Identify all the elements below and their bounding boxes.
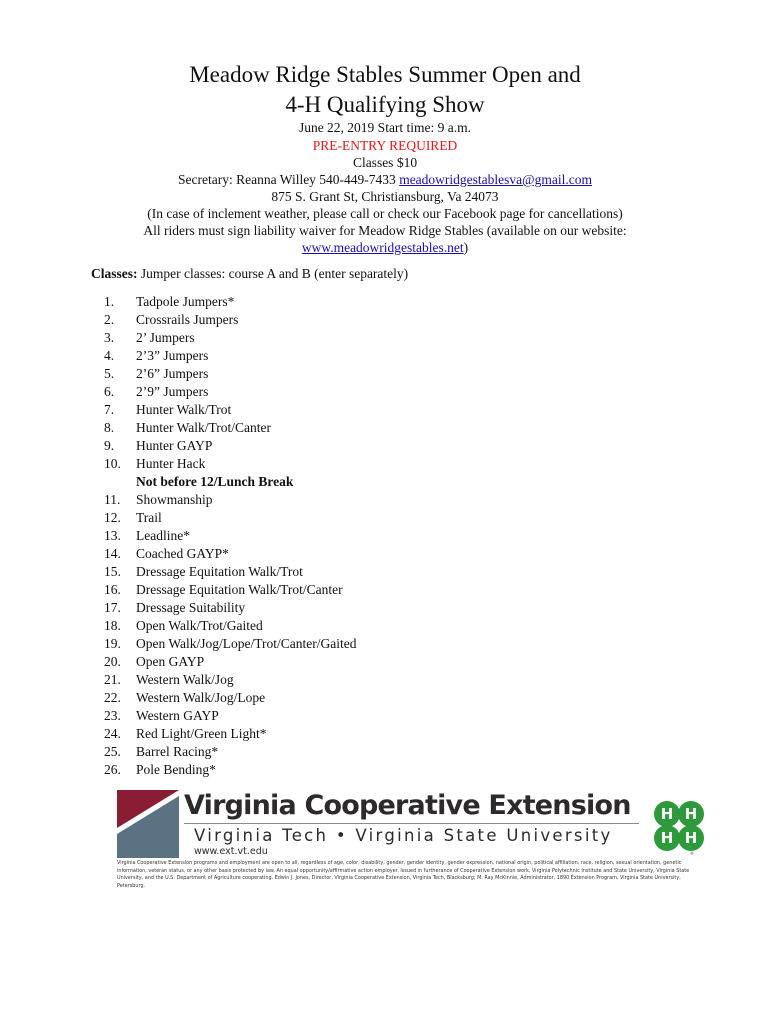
list-item-name: 2’6” Jumpers xyxy=(136,366,209,381)
list-item-name: Tadpole Jumpers* xyxy=(136,294,235,309)
weather-note: (In case of inclement weather, please call or check our Facebook page for cancellations) xyxy=(147,206,623,221)
vce-org-name: Virginia Cooperative Extension xyxy=(184,790,631,821)
list-item xyxy=(104,455,357,473)
list-item-name: Hunter Hack xyxy=(136,456,206,471)
list-item xyxy=(104,491,357,509)
list-item-name: Western Walk/Jog/Lope xyxy=(136,690,266,705)
show-title-line1: Meadow Ridge Stables Summer Open and xyxy=(189,62,581,87)
lunch-break-text: Not before 12/Lunch Break xyxy=(136,474,294,489)
address: 875 S. Grant St, Christiansburg, Va 24073 xyxy=(271,189,499,204)
vce-universities: Virginia Tech • Virginia State University xyxy=(194,826,613,845)
lunch-break-note xyxy=(104,473,357,491)
list-item-number: 6. xyxy=(104,384,115,399)
list-item xyxy=(104,545,357,563)
list-item xyxy=(104,329,357,347)
list-item xyxy=(104,509,357,527)
list-item-number: 21. xyxy=(104,672,121,687)
pre-entry-notice: PRE-ENTRY REQUIRED xyxy=(312,138,458,153)
list-item xyxy=(104,383,357,401)
list-item-number: 16. xyxy=(104,582,121,597)
list-item xyxy=(104,437,357,455)
list-item-name: Hunter GAYP xyxy=(136,438,213,453)
list-item xyxy=(104,689,357,707)
list-item-number: 24. xyxy=(104,726,121,741)
list-item xyxy=(104,419,357,437)
list-item-name: Open GAYP xyxy=(136,654,205,669)
list-item-number: 18. xyxy=(104,618,121,633)
website-line xyxy=(0,239,770,256)
4h-clover-icon xyxy=(648,795,710,857)
list-item-name: Hunter Walk/Trot/Canter xyxy=(136,420,272,435)
list-item-number: 25. xyxy=(104,744,121,759)
vce-disclaimer: Virginia Cooperative Extension programs and employment are open to all, regardless of age, color, disability, gender, gender identity, gender expression, national origin, political affiliation, race, religion, sexual orientation, genetic information, veteran status, or any other basis protected by law. An equal opportunity/affirmative action employer. Issued in furtherance of Cooperative Extension work, Virginia Polytechnic Institute and State University, Virginia State University, and the U.S. Department of Agriculture cooperating. Edwin J. Jones, Director, Virginia Cooperative Extension, Virginia Tech, Blacksburg; M. Ray McKinnie, Administrator, 1890 Extension Program, Virginia State University, Petersburg. xyxy=(117,860,690,889)
list-item-name: Crossrails Jumpers xyxy=(136,312,239,327)
list-item-number: 9. xyxy=(104,438,115,453)
list-item-name: Western Walk/Jog xyxy=(136,672,234,687)
list-item-number: 1. xyxy=(104,294,115,309)
logo-divider xyxy=(184,823,639,824)
list-item-name: Pole Bending* xyxy=(136,762,216,777)
list-item-name: Dressage Suitability xyxy=(136,600,246,615)
list-item-name: Showmanship xyxy=(136,492,213,507)
list-item-number: 19. xyxy=(104,636,121,651)
list-item-name: Trail xyxy=(136,510,162,525)
list-item-number: 2. xyxy=(104,312,115,327)
list-item-number: 3. xyxy=(104,330,115,345)
list-item-name: 2’ Jumpers xyxy=(136,330,195,345)
list-item-number: 20. xyxy=(104,654,121,669)
list-item xyxy=(104,347,357,365)
list-item-name: Red Light/Green Light* xyxy=(136,726,267,741)
list-item xyxy=(104,365,357,383)
list-item xyxy=(104,671,357,689)
list-item xyxy=(104,725,357,743)
secretary-contact: Secretary: Reanna Willey 540-449-7433 xyxy=(178,172,400,187)
svg-text:H: H xyxy=(684,805,698,823)
list-item xyxy=(104,743,357,761)
list-item-number: 12. xyxy=(104,510,121,525)
list-item-number: 26. xyxy=(104,762,121,777)
website-link[interactable]: www.meadowridgestables.net xyxy=(301,240,464,255)
list-item-name: Western GAYP xyxy=(136,708,219,723)
waiver-note: All riders must sign liability waiver for Meadow Ridge Stables (available on our website: xyxy=(143,223,627,238)
svg-text:H: H xyxy=(660,829,674,847)
list-item-number: 13. xyxy=(104,528,121,543)
list-item-name: Dressage Equitation Walk/Trot xyxy=(136,564,303,579)
list-item-name: Hunter Walk/Trot xyxy=(136,402,232,417)
list-item-number: 4. xyxy=(104,348,115,363)
4h-registered-mark: ® xyxy=(690,851,694,856)
list-item xyxy=(104,707,357,725)
list-item xyxy=(104,311,357,329)
list-item xyxy=(104,581,357,599)
list-item-number: 11. xyxy=(104,492,121,507)
list-item-name: Dressage Equitation Walk/Trot/Canter xyxy=(136,582,343,597)
list-item xyxy=(104,563,357,581)
classes-fee: Classes $10 xyxy=(352,155,418,170)
list-item xyxy=(104,293,357,311)
website-close-paren: ) xyxy=(463,240,469,255)
list-item-number: 8. xyxy=(104,420,115,435)
list-item-number: 17. xyxy=(104,600,121,615)
list-item-name: Leadline* xyxy=(136,528,190,543)
list-item-number: 23. xyxy=(104,708,121,723)
list-item xyxy=(104,401,357,419)
list-item-name: Open Walk/Jog/Lope/Trot/Canter/Gaited xyxy=(136,636,357,651)
list-item xyxy=(104,761,357,779)
classes-description: Jumper classes: course A and B (enter separately) xyxy=(137,266,409,281)
list-item xyxy=(104,617,357,635)
list-item-name: 2’9” Jumpers xyxy=(136,384,209,399)
list-item-number: 22. xyxy=(104,690,121,705)
list-item-number: 14. xyxy=(104,546,121,561)
list-item-name: Open Walk/Trot/Gaited xyxy=(136,618,263,633)
svg-text:H: H xyxy=(660,805,674,823)
secretary-line xyxy=(0,171,770,188)
list-item-number: 7. xyxy=(104,402,115,417)
email-link[interactable]: meadowridgestablesva@gmail.com xyxy=(399,172,592,187)
list-item xyxy=(104,527,357,545)
classes-label: Classes: xyxy=(91,266,138,281)
classes-heading xyxy=(91,265,408,282)
svg-text:H: H xyxy=(684,829,698,847)
list-item-name: Coached GAYP* xyxy=(136,546,229,561)
date-time: June 22, 2019 Start time: 9 a.m. xyxy=(298,120,472,135)
list-item xyxy=(104,599,357,617)
show-title-line2: 4-H Qualifying Show xyxy=(285,92,485,117)
list-item xyxy=(104,635,357,653)
vce-url: www.ext.vt.edu xyxy=(194,846,268,857)
class-list xyxy=(104,293,357,779)
list-item-number: 5. xyxy=(104,366,115,381)
list-item-number: 15. xyxy=(104,564,121,579)
list-item-name: Barrel Racing* xyxy=(136,744,219,759)
list-item-name: 2’3” Jumpers xyxy=(136,348,209,363)
list-item-number: 10. xyxy=(104,456,121,471)
list-item xyxy=(104,653,357,671)
